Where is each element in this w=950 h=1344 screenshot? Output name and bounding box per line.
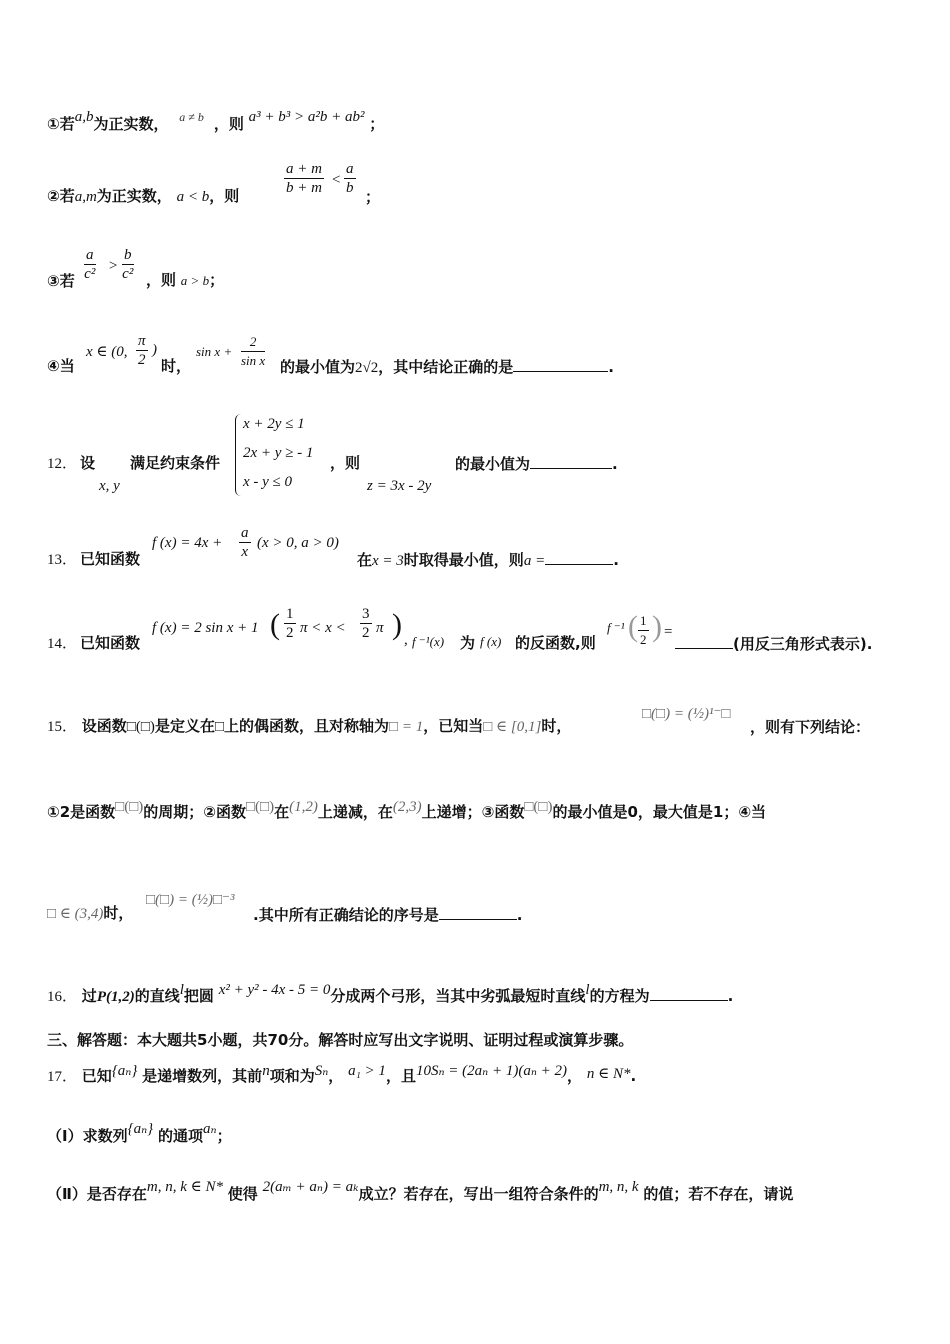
q12-objective: z = 3x - 2y bbox=[367, 478, 432, 494]
s4-min-value: 2√2 bbox=[355, 360, 379, 376]
q12-rest: 的最小值为 . bbox=[455, 452, 618, 474]
q12-vars: x, y bbox=[99, 478, 120, 494]
q14-frac1: $\frac{1}{2}$ bbox=[286, 606, 294, 641]
s3-frac2: $\frac{b}{\text{c²}}$ bbox=[122, 247, 134, 282]
q17-seq: {aₙ} bbox=[111, 1063, 138, 1079]
q17-relation: 10Sₙ = (2aₙ + 1)(aₙ + 2) bbox=[415, 1063, 568, 1079]
q13-func-b: (x > 0, a > 0) bbox=[257, 535, 339, 551]
q15-answer-blank[interactable] bbox=[439, 903, 517, 920]
s4-answer-blank[interactable] bbox=[513, 355, 608, 372]
s2-vars: a,m bbox=[74, 189, 97, 205]
q14-range-mid: π < x < bbox=[300, 620, 346, 636]
s2-text2: ，则 bbox=[209, 187, 240, 205]
q16-answer-blank[interactable] bbox=[650, 984, 728, 1001]
s3-concl: a > b bbox=[180, 273, 210, 288]
statement-2 bbox=[47, 186, 239, 207]
q12-text1: 设 bbox=[80, 454, 96, 472]
s1-end: ； bbox=[369, 115, 385, 133]
q14-func: f (x) = 2 sin x + 1 bbox=[152, 620, 259, 636]
q17-equation: 2(aₘ + aₙ) = aₖ bbox=[262, 1179, 359, 1195]
q15-line3-rest: .其中所有正确结论的序号是 . bbox=[253, 903, 522, 925]
q15-definition-2: □(□) = (½)□⁻³ bbox=[146, 892, 235, 908]
q13-rest: 在x = 3时取得最小值，则a = . bbox=[357, 548, 619, 571]
s3-prefix: ③若 bbox=[47, 272, 75, 290]
s4-rest: 的最小值为2√2，其中结论正确的是 . bbox=[280, 355, 614, 378]
s2-frac2: $\frac{a}{b}$ bbox=[346, 161, 354, 196]
s2-frac1: $\frac{a + m}{b + m}$ bbox=[286, 161, 322, 196]
s2-lt: < bbox=[331, 172, 342, 188]
q14-number: 14． bbox=[47, 636, 78, 652]
q12-number: 12． bbox=[47, 456, 78, 472]
q13-number: 13． bbox=[47, 552, 78, 568]
q14-answer-blank[interactable] bbox=[675, 632, 733, 649]
q13-text1: 已知函数 bbox=[80, 550, 141, 568]
s1-text2: ，则 bbox=[213, 115, 244, 133]
q12-constraint-2: 2x + y ≥ - 1 bbox=[243, 445, 314, 461]
q15-line3: □ ∈ (3,4)时， bbox=[47, 904, 134, 922]
q13-answer-blank[interactable] bbox=[545, 548, 613, 565]
q14-text1: 已知函数 bbox=[80, 634, 141, 652]
s4-interval-a: x ∈ (0, bbox=[86, 344, 128, 360]
q13-at: x = 3 bbox=[372, 553, 404, 569]
s1-formula: a³ + b³ > a²b + ab² bbox=[248, 109, 365, 125]
s2-cond: a < b bbox=[176, 189, 210, 205]
q12-constraint-1: x + 2y ≤ 1 bbox=[243, 416, 305, 432]
statement-1 bbox=[47, 109, 385, 135]
q14-rest: (用反三角形式表示). bbox=[675, 632, 872, 654]
s4-prefix: ④当 bbox=[47, 357, 75, 375]
section-3-heading: 三、解答题：本大题共5小题，共70分。解答时应写出文字说明、证明过程或演算步骤。 bbox=[47, 1031, 634, 1049]
q15-definition: □(□) = (½)¹⁻□ bbox=[642, 706, 731, 722]
s4-interval-frac: $\frac{\pi}{2}$ bbox=[138, 333, 146, 368]
q13-frac: $\frac{a}{x}$ bbox=[241, 525, 249, 560]
s4-text1: 时， bbox=[161, 357, 192, 375]
q12-text3: ，则 bbox=[330, 454, 361, 472]
q17-number: 17． bbox=[47, 1069, 78, 1085]
q16-point: P(1,2) bbox=[96, 989, 135, 1005]
q14-lparen: ( bbox=[270, 608, 280, 641]
s3-rest: ，则 a > b； bbox=[146, 271, 225, 289]
q16-number: 16． bbox=[47, 989, 78, 1005]
q15-line1: 15． 设函数□(□)是定义在□上的偶函数，且对称轴为□ = 1，已知当□ ∈ [0,1]时， bbox=[47, 717, 572, 735]
s2-prefix: ②若 bbox=[47, 187, 75, 205]
q15-number: 15． bbox=[47, 719, 78, 735]
q14-rparen: ) bbox=[392, 608, 402, 641]
s2-end: ； bbox=[365, 188, 381, 206]
q12-text2: 满足约束条件 bbox=[130, 454, 221, 472]
s4-expr-a: sin x + bbox=[196, 344, 233, 359]
q12-constraint-3: x - y ≤ 0 bbox=[243, 474, 293, 490]
q15-line2: ①2是函数□(□)的周期；②函数□(□)在(1,2)上递减，在(2,3)上递增；③函数□(□)的最小值是0，最大值是1；④当 bbox=[47, 799, 767, 821]
s3-frac1: $\frac{a}{\text{c²}}$ bbox=[84, 247, 96, 282]
s1-cond: a ≠ b bbox=[179, 110, 204, 124]
q17-part-2: （Ⅱ）是否存在m, n, k ∈ N* 使得 2(aₘ + aₙ) = aₖ成立？若存在，写出一组符合条件的m, n, k 的值；若不存在，请说 bbox=[47, 1179, 794, 1203]
q12-answer-blank[interactable] bbox=[530, 452, 612, 469]
q14-frac3: $\frac{1}{2}$ bbox=[640, 613, 647, 647]
s1-vars: a,b bbox=[74, 109, 94, 125]
s1-prefix: ①若 bbox=[47, 115, 75, 133]
s3-gt: > bbox=[108, 258, 119, 274]
q16-line: 16． 过P(1,2)的直线l把圆 x² + y² - 4x - 5 = 0分成两个弓形，当其中劣弧最短时直线l的方程为 . bbox=[47, 982, 734, 1005]
q14-inverse: f ⁻¹(x) bbox=[412, 634, 445, 649]
q13-ans: a = bbox=[523, 553, 546, 569]
q16-circle: x² + y² - 4x - 5 = 0 bbox=[218, 982, 331, 998]
s4-expr-frac: $\frac{2}{\text{sin x}}$ bbox=[241, 334, 266, 368]
s1-text1: 为正实数， bbox=[93, 115, 169, 133]
q17-part-1: （Ⅰ）求数列{aₙ} 的通项aₙ； bbox=[47, 1121, 232, 1145]
s2-text1: 为正实数， bbox=[96, 187, 172, 205]
q17-line: 17． 已知{aₙ} 是递增数列，其前n项和为Sₙ， a₁ > 1，且10Sₙ = (2aₙ + 1)(aₙ + 2)， n ∈ N*. bbox=[47, 1063, 637, 1085]
q13-func-a: f (x) = 4x + bbox=[152, 535, 223, 551]
q14-frac2: $\frac{3}{2}$ bbox=[362, 606, 370, 641]
